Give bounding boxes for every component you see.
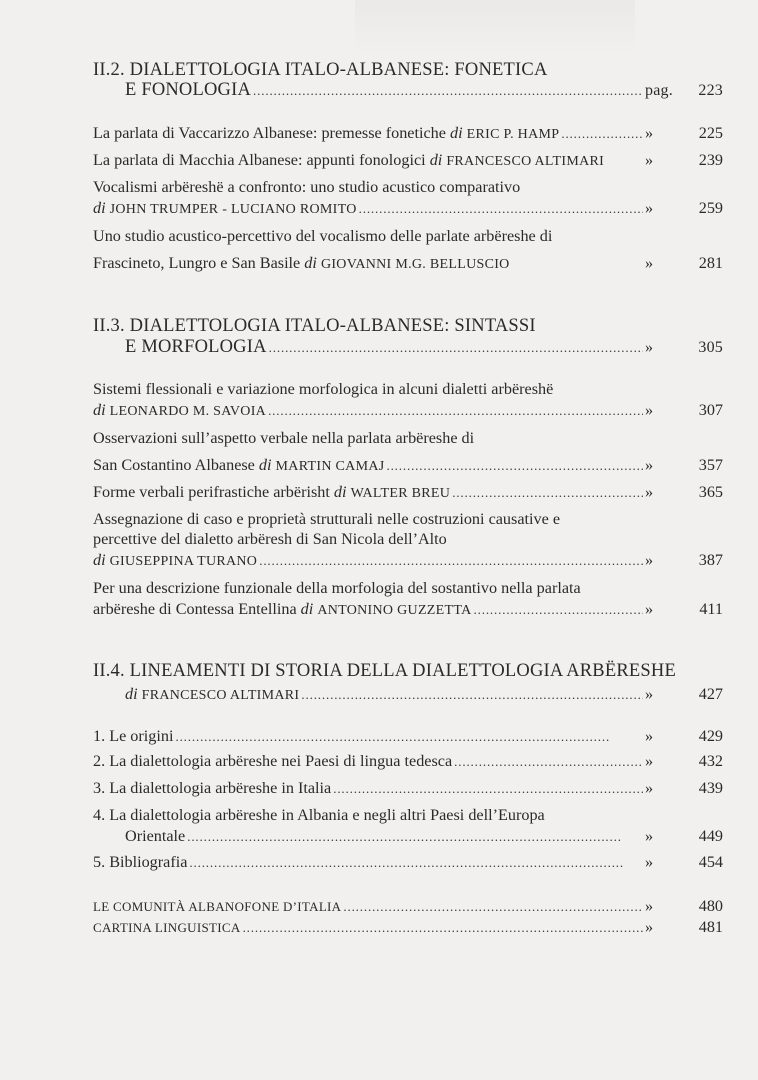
entry-title: La parlata di Macchia Albanese: appunti fonologici (93, 151, 426, 169)
page-number: 305 (698, 339, 723, 356)
page-mark: » (645, 124, 654, 142)
page-number: 307 (698, 401, 723, 419)
page-mark: » (645, 151, 654, 169)
entry-di: di (93, 199, 106, 217)
page-number: 387 (698, 551, 723, 569)
page-number: 357 (698, 456, 723, 474)
page-number: 225 (698, 124, 723, 142)
entry-title: Assegnazione di caso e proprietà strutturali nelle costruzioni causative e (93, 510, 561, 528)
toc-entry (93, 852, 723, 873)
leader-dots (175, 727, 643, 747)
toc-entry (93, 896, 723, 917)
entry-di: di (93, 551, 106, 569)
bleed-through-shadow (355, 0, 635, 55)
entry-title: Frascineto, Lungro e San Basile (93, 254, 301, 272)
entry-di: di (304, 254, 317, 272)
section-heading-line1: II.3. DIALETTOLOGIA ITALO-ALBANESE: SINTASSI (93, 316, 536, 336)
page-mark: » (645, 918, 654, 936)
page-mark: » (645, 897, 654, 915)
page-mark: » (645, 401, 654, 419)
entry-title: 1. Le origini (93, 727, 174, 745)
page-number: 449 (698, 827, 723, 845)
leader-dots (359, 199, 643, 219)
section-heading (93, 661, 723, 681)
toc-entry (93, 550, 723, 572)
leader-dots (333, 779, 643, 799)
page-mark: » (645, 483, 654, 501)
toc-entry (93, 751, 723, 772)
toc-entry-title-line (93, 428, 723, 448)
entry-title: LE COMUNITÀ ALBANOFONE D’ITALIA (93, 899, 342, 914)
entry-di: di (258, 456, 272, 474)
page-number: 239 (698, 151, 723, 169)
entry-title: Orientale (125, 827, 186, 845)
toc-entry-title-line (93, 177, 723, 197)
page-mark: » (645, 779, 654, 797)
toc-entry-title-line (93, 226, 723, 246)
page-mark: » (645, 551, 654, 569)
toc-entry (93, 253, 723, 275)
entry-author: LEONARDO M. SAVOIA (109, 404, 267, 419)
page-number: 281 (698, 254, 723, 272)
entry-title: Vocalismi arbëreshë a confronto: uno studio acustico comparativo (93, 178, 521, 196)
section-heading-line2: E MORFOLOGIA (125, 337, 267, 357)
page-number: 454 (698, 853, 723, 871)
toc-entry-title-line (93, 578, 723, 598)
entry-di: di (429, 151, 443, 169)
section-heading (93, 60, 723, 80)
section-heading-continuation (93, 337, 723, 358)
toc-entry (93, 198, 723, 220)
page-mark: » (645, 685, 654, 703)
entry-title: 5. Bibliografia (93, 853, 188, 871)
leader-dots (189, 853, 643, 873)
entry-title: 4. La dialettologia arbëreshe in Albania e negli altri Paesi dell’Europa (93, 806, 545, 824)
entry-title: San Costantino Albanese (93, 456, 255, 474)
leader-dots (561, 124, 643, 144)
entry-author: MARTIN CAMAJ (275, 459, 385, 474)
entry-di: di (125, 685, 138, 703)
toc-entry-title-line (93, 805, 723, 825)
toc-entry (93, 917, 723, 938)
entry-title: 3. La dialettologia arbëreshe in Italia (93, 779, 332, 797)
entry-title: La parlata di Vaccarizzo Albanese: premesse fonetiche (93, 124, 446, 142)
page-number: 411 (699, 600, 723, 618)
toc-entry (93, 826, 723, 847)
page-mark: » (645, 199, 654, 217)
page-mark: » (645, 600, 654, 618)
entry-title: Sistemi flessionali e variazione morfologica in alcuni dialetti arbëreshë (93, 380, 554, 398)
leader-dots (259, 551, 643, 571)
page-mark: » (645, 853, 654, 871)
toc-entry (93, 455, 723, 477)
toc-entry-title-line (93, 379, 723, 399)
entry-title: CARTINA LINGUISTICA (93, 920, 241, 935)
entry-title: Forme verbali perifrastiche arbërisht (93, 483, 330, 501)
entry-title: 2. La dialettologia arbëreshe nei Paesi di lingua tedesca (93, 752, 453, 770)
leader-dots (386, 456, 643, 476)
page-mark: » (645, 752, 654, 770)
toc-entry (93, 778, 723, 799)
section-heading-line1: II.2. DIALETTOLOGIA ITALO-ALBANESE: FONETICA (93, 60, 548, 80)
section-heading (93, 316, 723, 336)
toc-entry (93, 726, 723, 747)
entry-author: GIOVANNI M.G. BELLUSCIO (320, 257, 510, 272)
leader-dots (268, 401, 643, 421)
entry-di: di (300, 600, 314, 618)
toc-entry-title-line (93, 529, 723, 549)
page-mark: pag. (645, 82, 673, 99)
page-number: 427 (698, 685, 723, 703)
entry-title: Per una descrizione funzionale della morfologia del sostantivo nella parlata (93, 579, 581, 597)
page-number: 259 (698, 199, 723, 217)
entry-author: ERIC P. HAMP (466, 127, 560, 142)
page-number: 439 (698, 779, 723, 797)
entry-di: di (450, 124, 463, 142)
page-mark: » (645, 254, 654, 272)
entry-title: percettive del dialetto arbëresh di San Nicola dell’Alto (93, 530, 447, 548)
entry-author: WALTER BREU (350, 486, 451, 501)
leader-dots (474, 600, 643, 620)
leader-dots (187, 827, 643, 847)
toc-entry (93, 599, 723, 621)
page-mark: » (645, 827, 654, 845)
leader-dots (269, 338, 643, 358)
leader-dots (253, 81, 643, 101)
page-mark: » (645, 339, 654, 356)
leader-dots (301, 685, 643, 705)
leader-dots (454, 752, 643, 772)
entry-title: Uno studio acustico-percettivo del vocalismo delle parlate arbëreshe di (93, 227, 553, 245)
page-mark: » (645, 456, 654, 474)
entry-author: FRANCESCO ALTIMARI (446, 154, 605, 169)
section-heading-line1: II.4. LINEAMENTI DI STORIA DELLA DIALETTOLOGIA ARBËRESHE (93, 661, 676, 681)
entry-author: ANTONINO GUZZETTA (317, 603, 472, 618)
section-heading-line2: E FONOLOGIA (125, 80, 252, 100)
section-heading-author (93, 684, 723, 706)
entry-author: GIUSEPPINA TURANO (109, 554, 258, 569)
page-number: 432 (698, 752, 723, 770)
leader-dots (452, 483, 643, 503)
entry-author: FRANCESCO ALTIMARI (141, 688, 300, 703)
entry-di: di (333, 483, 347, 501)
page-number: 365 (698, 483, 723, 501)
entry-title: Osservazioni sull’aspetto verbale nella parlata arbëreshe di (93, 429, 475, 447)
page-mark: » (645, 727, 654, 745)
leader-dots (343, 897, 643, 917)
toc-entry (93, 482, 723, 504)
toc-entry (93, 400, 723, 422)
entry-author: JOHN TRUMPER - LUCIANO ROMITO (109, 202, 357, 217)
page-number: 223 (698, 82, 723, 99)
page-number: 429 (698, 727, 723, 745)
toc-entry (93, 123, 723, 145)
page-number: 480 (698, 897, 723, 915)
toc-entry (93, 150, 723, 172)
page-number: 481 (698, 918, 723, 936)
section-heading-continuation (93, 80, 723, 101)
leader-dots (243, 918, 643, 938)
entry-title: arbëreshe di Contessa Entellina (93, 600, 297, 618)
toc-entry-title-line (93, 509, 723, 529)
entry-di: di (93, 401, 106, 419)
